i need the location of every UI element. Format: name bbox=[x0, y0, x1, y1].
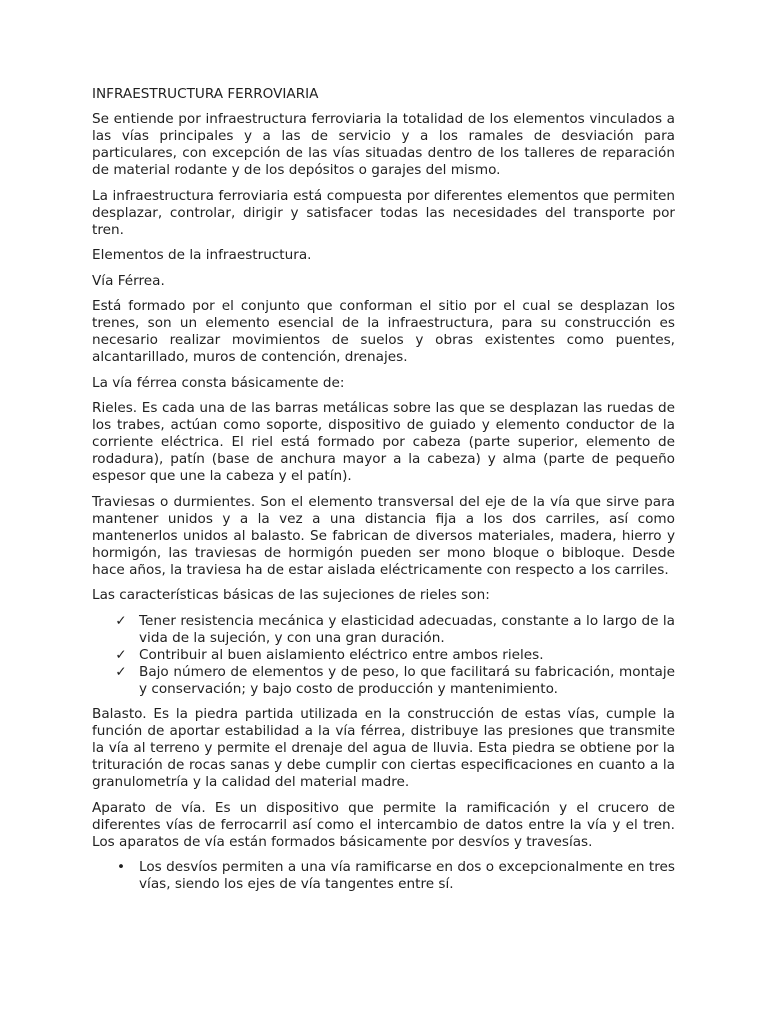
list-item-text: Los desvíos permiten a una vía ramificarse en dos o excepcionalmente en tres vías, siendo los ejes de vía tangentes entre sí. bbox=[139, 859, 675, 892]
heading-elements: Elementos de la infraestructura. bbox=[92, 247, 312, 263]
list-item bbox=[92, 613, 675, 647]
document-body bbox=[92, 86, 675, 902]
paragraph-sujeciones: Las características básicas de las sujeciones de rieles son: bbox=[92, 587, 490, 603]
paragraph-traviesas: Traviesas o durmientes. Son el elemento transversal del eje de la vía que sirve para mantener unidos y a la vez a una distancia fija a los dos carriles, así como mantenerlos unidos al balasto. Se fabrican de diversos materiales, madera, hierro y hormigón, las traviesas de hormigón pueden ser mono bloque o bibloque. Desde hace años, la traviesa ha de estar aislada eléctricamente con respecto a los carriles. bbox=[92, 493, 675, 578]
list-item bbox=[92, 647, 675, 664]
checkmark-icon: ✓ bbox=[115, 663, 127, 680]
heading-via-ferrea: Vía Férrea. bbox=[92, 272, 165, 289]
paragraph-definition: Se entiende por infraestructura ferroviaria la totalidad de los elementos vinculados a las vías principales y a las de servicio y a los ramales de desviación para particulares, con excepción de las vías situadas dentro de los talleres de reparación de material rodante y de los depósitos o garajes del mismo. bbox=[92, 111, 675, 178]
list-item bbox=[92, 664, 675, 698]
paragraph-composition: La infraestructura ferroviaria está compuesta por diferentes elementos que permiten desplazar, controlar, dirigir y satisfacer todas las necesidades del transporte por tren. bbox=[92, 187, 675, 238]
paragraph-rieles: Rieles. Es cada una de las barras metálicas sobre las que se desplazan las ruedas de los trabes, actúan como soporte, dispositivo de guiado y elemento conductor de la corriente eléctrica. El riel está formado por cabeza (parte superior, elemento de rodadura), patín (base de anchura mayor a la cabeza) y alma (parte de pequeño espesor que une la cabeza y el patín). bbox=[92, 400, 675, 484]
paragraph-balasto: Balasto. Es la piedra partida utilizada en la construcción de estas vías, cumple la función de aportar estabilidad a la vía férrea, distribuye las presiones que transmite la vía al terreno y permite el drenaje del agua de lluvia. Esta piedra se obtiene por la trituración de rocas sanas y debe cumplir con ciertas especificaciones en cuanto a la granulometría y la calidad del material madre. bbox=[92, 706, 675, 790]
checkmark-icon: ✓ bbox=[115, 646, 127, 663]
list-item-text: Tener resistencia mecánica y elasticidad adecuadas, constante a lo largo de la vida de la sujeción, y con una gran duración. bbox=[139, 612, 675, 646]
checklist-sujeciones bbox=[92, 613, 675, 698]
paragraph-via-ferrea: Está formado por el conjunto que conforman el sitio por el cual se desplazan los trenes, son un elemento esencial de la infraestructura, para su construcción es necesario realizar movimientos de suelos y obras existentes como puentes, alcantarillado, muros de contención, drenajes. bbox=[92, 298, 675, 365]
document-title: INFRAESTRUCTURA FERROVIARIA bbox=[92, 86, 319, 102]
bullet-icon: • bbox=[116, 859, 126, 875]
paragraph-consta: La vía férrea consta básicamente de: bbox=[92, 374, 345, 391]
bullet-list-desvios bbox=[92, 859, 675, 893]
paragraph-aparato-de-via: Aparato de vía. Es un dispositivo que permite la ramificación y el crucero de diferentes vías de ferrocarril así como el intercambio de datos entre la vía y el tren. Los aparatos de vía están formados básicamente por desvíos y travesías. bbox=[92, 799, 675, 850]
list-item bbox=[92, 859, 675, 893]
checkmark-icon: ✓ bbox=[115, 612, 127, 629]
list-item-text: Bajo número de elementos y de peso, lo que facilitará su fabricación, montaje y conservación; y bajo costo de producción y mantenimiento. bbox=[139, 663, 675, 697]
list-item-text: Contribuir al buen aislamiento eléctrico entre ambos rieles. bbox=[139, 646, 544, 663]
